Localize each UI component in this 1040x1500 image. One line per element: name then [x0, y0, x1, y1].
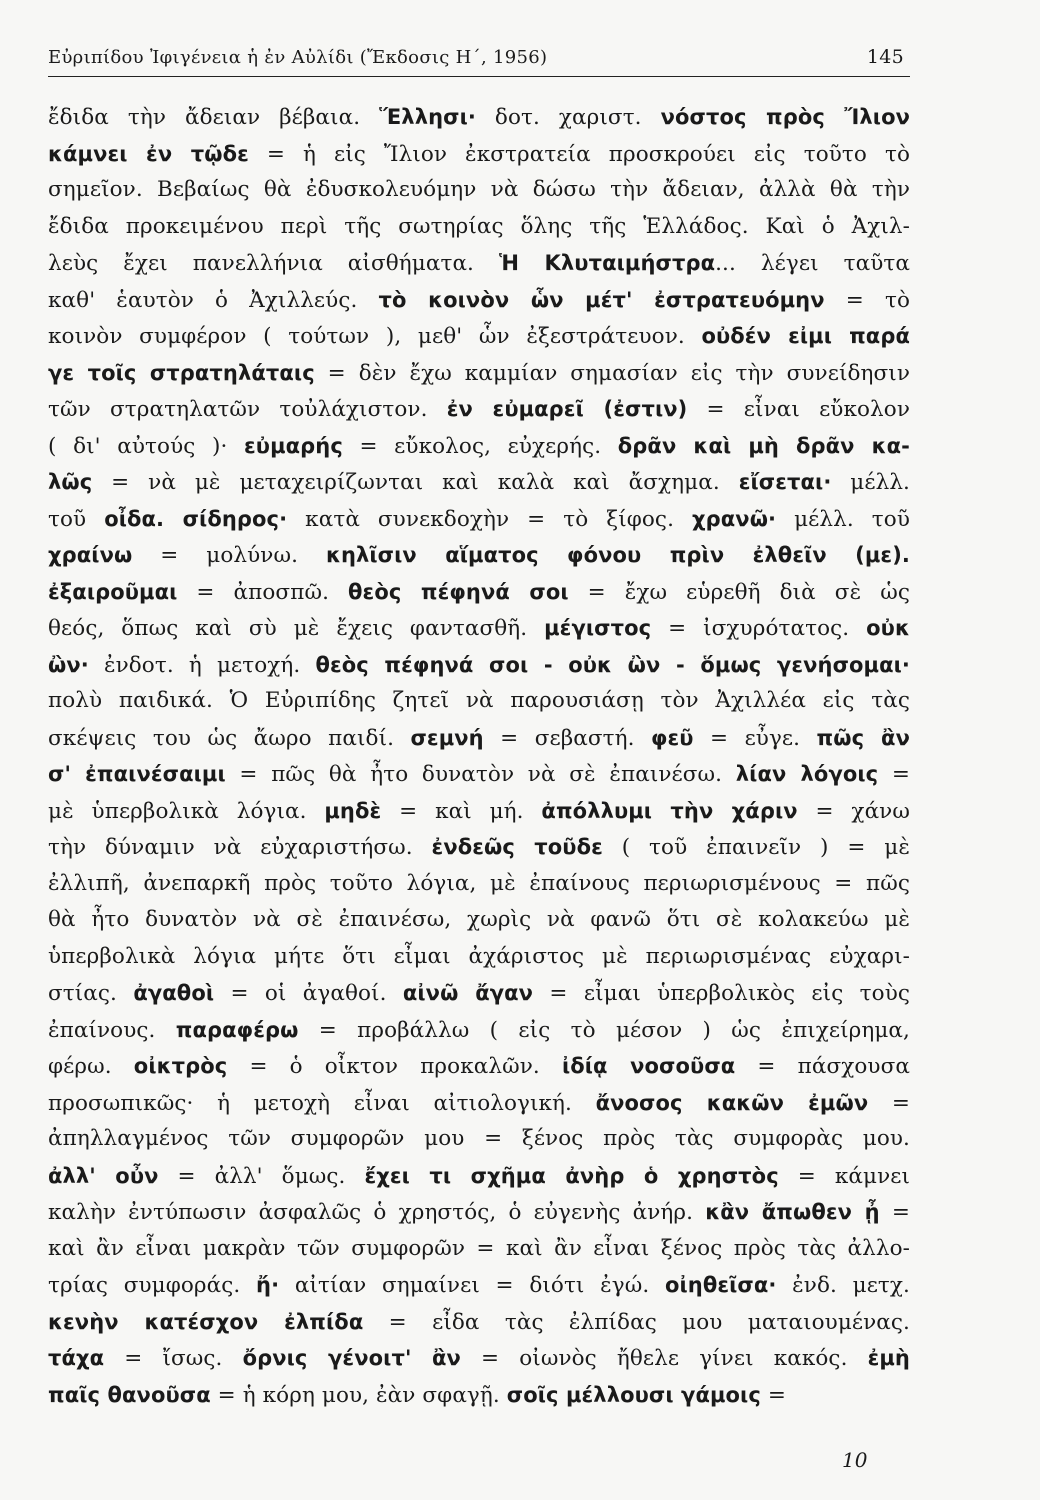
gloss-text: μέλλ. τοῦ: [776, 506, 910, 532]
text-line: [48, 1121, 910, 1158]
gloss-text: = προβάλλω ( εἰς τὸ μέσον ) ὡς ἐπιχείρημα,: [298, 1017, 910, 1043]
gloss-text: = ἡ κόρη μου, ἐὰν σφαγῇ.: [210, 1382, 507, 1408]
gloss-text: = ἡ εἰς Ἴλιον ἐκστρατεία προσκρούει εἰς τοῦτο τὸ: [248, 141, 910, 167]
text-line: [48, 318, 910, 355]
text-line: [48, 172, 910, 209]
lemma-term: οὐκ: [866, 616, 910, 640]
lemma-term: αἰνῶ ἄγαν: [402, 981, 534, 1005]
text-line: [48, 136, 910, 173]
gloss-text: = πάσχουσα: [735, 1054, 910, 1079]
text-line: [48, 866, 910, 903]
gloss-text: μὲ ὑπερβολικὰ λόγια.: [48, 798, 325, 824]
lemma-term: τάχα: [48, 1346, 105, 1370]
gloss-text: ἐνδ. μετχ.: [776, 1273, 910, 1298]
lemma-term: οἰκτρὸς: [133, 1054, 228, 1078]
text-line: [48, 391, 910, 428]
text-line: [48, 1340, 910, 1377]
text-line: [48, 355, 910, 392]
lemma-term: ἤ·: [256, 1273, 280, 1297]
lemma-term: πῶς ἂν: [816, 725, 910, 750]
text-line: [48, 1048, 910, 1085]
lemma-term: φεῦ: [650, 725, 694, 750]
text-line: [48, 1267, 910, 1304]
lemma-term: δρᾶν καὶ μὴ δρᾶν κα-: [617, 433, 910, 458]
lemma-term: ὢν·: [48, 652, 89, 677]
lemma-term: θεὸς πέφηνά σοι - οὐκ ὢν - ὅμως γενήσομαι·: [315, 652, 910, 677]
gloss-text: = εἶμαι ὑπερβολικὸς εἰς τοὺς: [533, 981, 910, 1006]
text-line: [48, 610, 910, 647]
lemma-term: μέγιστος: [544, 616, 652, 640]
book-page: [48, 38, 910, 1413]
lemma-term: λῶς: [48, 470, 93, 494]
gloss-text: = εὔκολος, εὐχερής.: [342, 433, 618, 459]
gloss-text: αἰτίαν σημαίνει = διότι ἐγώ.: [279, 1273, 665, 1298]
gloss-text: = χάνω: [797, 798, 910, 824]
gloss-text: καλὴν ἐντύπωσιν ἀσφαλῶς ὁ χρηστός, ὁ εὐγενὴς ἀνήρ.: [48, 1200, 706, 1225]
lemma-term: τὸ κοινὸν ὧν μέτ' ἐστρατευόμην: [378, 287, 825, 312]
lemma-term: ἐμὴ: [867, 1346, 910, 1370]
lemma-term: χρανῶ·: [691, 506, 777, 531]
gloss-text: = οἰωνὸς ἤθελε γίνει κακός.: [460, 1346, 868, 1371]
gloss-text: πολὺ παιδικά. Ὁ Εὐριπίδης ζητεῖ νὰ παρουσιάσῃ τὸν Ἀχιλλέα εἰς τὰς: [48, 688, 910, 713]
gloss-text: = μολύνω.: [132, 543, 326, 568]
gloss-text: μέλλ.: [831, 470, 910, 495]
gloss-text: ἀπηλλαγμένος τῶν συμφορῶν μου = ξένος πρὸς τὰς συμφορὰς μου.: [48, 1126, 910, 1151]
lemma-term: εὐμαρής: [244, 433, 343, 458]
lemma-term: ἀλλ' οὖν: [48, 1163, 159, 1188]
text-line: [48, 574, 910, 611]
lemma-term: κηλῖσιν αἵματος φόνου πρὶν ἐλθεῖν (με).: [325, 543, 910, 567]
gloss-text: τὴν δύναμιν νὰ εὐχαριστήσω.: [48, 835, 432, 860]
text-line: [48, 501, 910, 538]
text-line: [48, 1012, 910, 1049]
text-line: [48, 720, 910, 757]
text-line: [48, 464, 910, 501]
text-line: [48, 245, 910, 282]
lemma-term: σ' ἐπαινέσαιμι: [48, 762, 226, 786]
gloss-text: σκέψεις του ὡς ἄωρο παιδί.: [48, 725, 411, 751]
text-line: [48, 1194, 910, 1231]
lemma-term: ἔχει τι σχῆμα ἀνὴρ ὁ χρηστὸς: [364, 1163, 779, 1188]
gloss-text: τοῦ: [48, 506, 105, 532]
gloss-text: λεὺς ἔχει πανελλήνια αἰσθήματα.: [48, 251, 499, 276]
gloss-text: ἔδιδα τὴν ἄδειαν βέβαια.: [48, 105, 380, 130]
gloss-text: = ἴσως.: [104, 1346, 243, 1371]
gloss-text: φέρω.: [48, 1054, 134, 1079]
lemma-term: Ἡ Κλυταιμήστρα: [499, 251, 716, 275]
gloss-text: κοινὸν συμφέρον ( τούτων ), μεθ' ὧν ἐξεστράτευον.: [48, 324, 702, 349]
text-line: [48, 902, 910, 939]
gloss-text: = σεβαστή.: [483, 725, 651, 751]
gloss-text: = ὁ οἶκτον προκαλῶν.: [227, 1054, 562, 1079]
gloss-text: προσωπικῶς· ἡ μετοχὴ εἶναι αἰτιολογική.: [48, 1090, 596, 1116]
lemma-term: κἂν ἄπωθεν ᾖ: [705, 1200, 880, 1224]
gloss-text: = δὲν ἔχω καμμίαν σημασίαν εἰς τὴν συνείδησιν: [314, 360, 910, 386]
gloss-text: = ἔχω εὑρεθῆ διὰ σὲ ὡς: [568, 579, 910, 605]
lemma-term: εἴσεται·: [738, 470, 832, 494]
lemma-term: ἰδίᾳ νοσοῦσα: [561, 1054, 736, 1078]
gloss-text: ἐνδοτ. ἡ μετοχή.: [88, 652, 316, 678]
lemma-term: οὐδέν εἰμι παρά: [701, 324, 910, 348]
gloss-text: τῶν στρατηλατῶν τοὐλάχιστον.: [48, 397, 447, 422]
gloss-text: = εὖγε.: [693, 725, 817, 751]
gloss-text: = πῶς θὰ ἦτο δυνατὸν νὰ σὲ ἐπαινέσω.: [225, 762, 736, 787]
gloss-text: κατὰ συνεκδοχὴν = τὸ ξίφος.: [287, 506, 692, 532]
gloss-text: θὰ ἦτο δυνατὸν νὰ σὲ ἐπαινέσω, χωρὶς νὰ φανῶ ὅτι σὲ κολακεύω μὲ: [48, 907, 910, 932]
gloss-text: ὑπερβολικὰ λόγια μήτε ὅτι εἶμαι ἀχάριστος μὲ περιωρισμένας εὐχαρι-: [48, 943, 910, 969]
page-number: 145: [866, 46, 904, 68]
text-line: [48, 1304, 910, 1341]
gloss-text: στίας.: [48, 981, 134, 1006]
text-line: [48, 1085, 910, 1122]
lemma-term: παῖς θανοῦσα: [48, 1382, 211, 1407]
lemma-term: θεὸς πέφηνά σοι: [348, 579, 569, 604]
gloss-text: ἔδιδα προκειμένου περὶ τῆς σωτηρίας ὅλης τῆς Ἑλλάδος. Καὶ ὁ Ἀχιλ-: [48, 213, 910, 239]
lemma-term: χραίνω: [48, 543, 133, 567]
text-line: [48, 1158, 910, 1195]
gloss-text: =: [760, 1382, 786, 1408]
gloss-text: = καὶ μή.: [381, 798, 542, 824]
signature-mark: 10: [842, 1448, 868, 1472]
gloss-text: σημεῖον. Βεβαίως θὰ ἐδυσκολευόμην νὰ δώσω τὴν ἄδειαν, ἀλλὰ θὰ τὴν: [48, 177, 910, 202]
text-line: [48, 975, 910, 1012]
gloss-text: θεός, ὅπως καὶ σὺ μὲ ἔχεις φαντασθῆ.: [48, 616, 545, 641]
text-line: [48, 1377, 910, 1414]
lemma-term: οἶδα. σίδηρος·: [104, 506, 288, 531]
lemma-term: ἀπόλλυμι τὴν χάριν: [541, 798, 798, 823]
gloss-text: ( τοῦ ἐπαινεῖν ) = μὲ: [602, 835, 910, 860]
gloss-text: =: [878, 762, 910, 787]
lemma-term: κενὴν κατέσχον ἐλπίδα: [48, 1309, 364, 1334]
lemma-term: ἐνδεῶς τοῦδε: [431, 835, 603, 859]
lemma-term: γε τοῖς στρατηλάταις: [48, 360, 315, 385]
gloss-text: καθ' ἑαυτὸν ὁ Ἀχιλλεύς.: [48, 287, 379, 313]
text-line: [48, 647, 910, 684]
text-line: [48, 209, 910, 246]
lemma-term: νόστος πρὸς Ἴλιον: [660, 105, 910, 129]
gloss-text: ... λέγει ταῦτα: [715, 251, 910, 276]
lemma-term: ἐν εὐμαρεῖ (ἐστιν): [446, 397, 688, 421]
text-line: [48, 537, 910, 574]
lemma-term: οἰηθεῖσα·: [664, 1273, 777, 1297]
gloss-text: = νὰ μὲ μεταχειρίζωνται καὶ καλὰ καὶ ἄσχημα.: [92, 470, 739, 495]
gloss-text: = κάμνει: [778, 1163, 910, 1189]
gloss-text: = ἰσχυρότατος.: [651, 616, 867, 641]
gloss-text: καὶ ἂν εἶναι μακρὰν τῶν συμφορῶν = καὶ ἂν εἶναι ξένος πρὸς τὰς ἀλλο-: [48, 1235, 910, 1261]
gloss-text: τρίας συμφοράς.: [48, 1273, 257, 1298]
lemma-term: παραφέρω: [175, 1017, 299, 1042]
page-header: [48, 38, 910, 77]
gloss-text: =: [868, 1090, 910, 1116]
text-line: [48, 829, 910, 866]
lemma-term: ὄρνις γένοιτ' ἂν: [242, 1346, 461, 1370]
gloss-text: =: [879, 1200, 910, 1225]
text-line: [48, 683, 910, 720]
running-title: Εὐριπίδου Ἰφιγένεια ἡ ἐν Αὐλίδι (Ἔκδοσις Η΄, 1956): [48, 47, 548, 68]
gloss-text: δοτ. χαριστ.: [475, 105, 661, 130]
lemma-term: Ἕλλησι·: [379, 105, 476, 129]
gloss-text: ἐπαίνους.: [48, 1017, 176, 1043]
lemma-term: σεμνή: [410, 725, 484, 750]
text-line: [48, 939, 910, 976]
gloss-text: = ἀποσπῶ.: [177, 579, 349, 605]
body-text: [48, 99, 910, 1413]
gloss-text: ( δι' αὐτούς )·: [48, 433, 244, 459]
text-line: [48, 99, 910, 136]
gloss-text: = ἀλλ' ὅμως.: [158, 1163, 365, 1189]
lemma-term: μηδὲ: [324, 798, 382, 823]
lemma-term: ἀγαθοὶ: [133, 981, 215, 1005]
text-line: [48, 1231, 910, 1268]
lemma-term: λίαν λόγοις: [735, 762, 879, 786]
text-line: [48, 428, 910, 465]
gloss-text: = τὸ: [824, 287, 910, 313]
lemma-term: ἄνοσος κακῶν ἐμῶν: [595, 1090, 869, 1115]
gloss-text: ἐλλιπῆ, ἀνεπαρκῆ πρὸς τοῦτο λόγια, μὲ ἐπαίνους περιωρισμένους = πῶς: [48, 870, 910, 896]
gloss-text: = εἶδα τὰς ἐλπίδας μου ματαιουμένας.: [363, 1309, 910, 1335]
text-line: [48, 756, 910, 793]
gloss-text: = οἱ ἀγαθοί.: [214, 981, 403, 1006]
lemma-term: σοῖς μέλλουσι γάμοις: [506, 1382, 761, 1407]
text-line: [48, 793, 910, 830]
gloss-text: = εἶναι εὔκολον: [687, 397, 910, 422]
text-line: [48, 282, 910, 319]
lemma-term: κάμνει ἐν τῷδε: [48, 141, 249, 166]
lemma-term: ἐξαιροῦμαι: [48, 579, 178, 604]
